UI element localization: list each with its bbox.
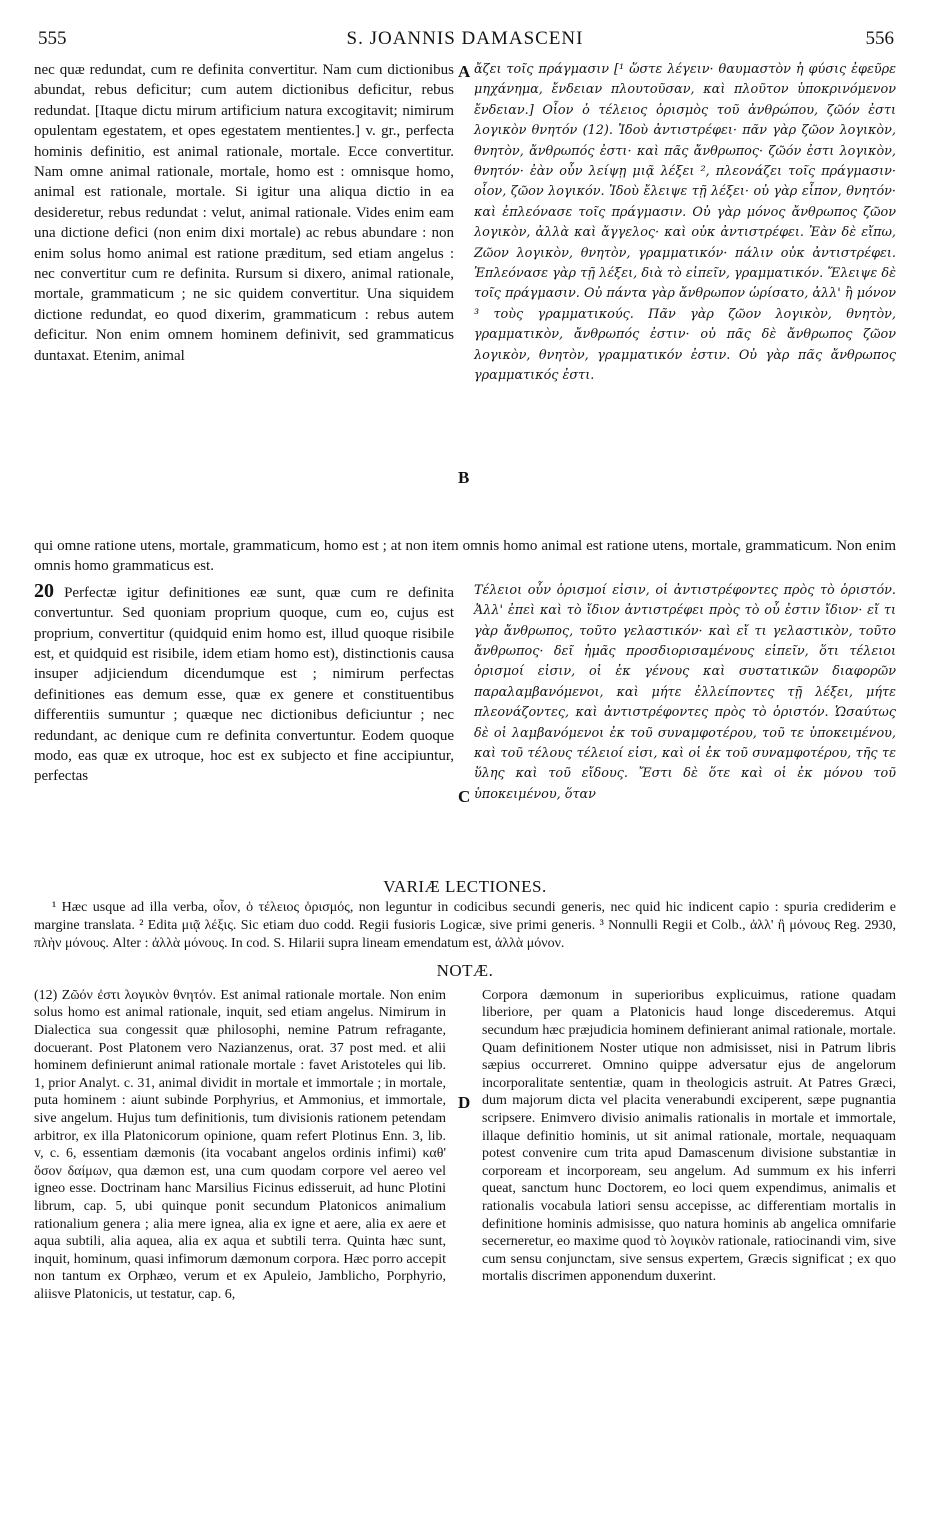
running-title: S. JOANNIS DAMASCENI [346, 28, 584, 49]
margin-marker-a: A [458, 62, 471, 81]
section-number: 20 [34, 579, 54, 602]
variae-lectiones-heading: VARIÆ LECTIONES. [383, 876, 547, 896]
document-page [34, 28, 896, 1518]
note-right-column: Corpora dæmonum in superioribus explicuimus, ratione quadam liberiore, per quam a Platonicis haud longe discederemus. Atqui secundum hæc præjudicia hominem definierant animal rationale, mortale. Quam definitionem Noster utique non admisisset, nisi in Patrum libris sæpius occurreret. Omnino quippe adversatur ejus de angelorum incorporalitate sententiæ, quam in theologicis astruit. At Patres Græci, dum majorum dicta vel placita venerabundi exciperent, sæpe pugnantia scripsere. Enimvero divisio animalis rationalis in mortale et immortale, illaque definitio hominis, ut sit animal rationale, mortale, nequaquam potest convenire cum trita apud Damascenum divisione substantiæ in corpoream et incorpoream, seu angelum. Ad summum ex his inferri queat, sanctum hunc Doctorem, eo loci quem expendimus, animalis et rationalis vocabula latiori sensu accepisse, ac differentiam mortalis in definitione hominis admisisse, quo natura hominis ab angelica omnifarie secerneretur, eo maxime quod τὸ λογικὸν rationale, ratiocinandi vim, sive cum sensu conjunctam, sive sensus expertem, Græcis significat ; ex quo mortalis discrimen apponendum duxerint. [482, 987, 896, 1285]
notae-heading: NOTÆ. [436, 960, 494, 980]
margin-marker-d: D [458, 1092, 471, 1112]
greek-column-1: ἄζει τοῖς πράγμασιν [¹ ὥστε λέγειν· θαυμαστὸν ἡ φύσις ἐφεῦρε μηχάνημα, ἔνδειαν πλουτοῦσαν, καὶ πλοῦτον ὑποκρινόμενον ἔνδειαν.] Οἷον ὁ τέλειος ὁρισμὸς τοῦ ἀνθρώπου, ζῶόν ἐστι λογικὸν θνητόν (12). Ἰδοὺ ἀντιστρέφει· πᾶν γὰρ ζῶον λογικὸν, θνητὸν, ἄνθρωπός ἐστι· καὶ πᾶς ἄνθρωπος· ζῶόν ἐστι λογικὸν, θνητόν· ἐὰν οὖν λείψῃ μιᾷ λέξει ², πλεονάζει τοῖς πράγμασιν· οἷον, ζῶον λογικόν. Ἰδοὺ ἔλειψε τῇ λέξει· οὐ γὰρ εἶπον, θνητόν· καὶ ἐπλεόνασε τοῖς πράγμασιν. Οὐ γὰρ μόνος ἄνθρωπος ζῶον λογικὸν, ἀλλὰ καὶ ἄγγελος· καὶ οὐκ ἀντιστρέφει. Ἐὰν δὲ εἴπω, Ζῶον λογικὸν, θνητὸν, γραμματικόν· πάλιν οὐκ ἀντιστρέφει. Ἐπλεόνασε γὰρ τῇ λέξει, διὰ τὸ εἰπεῖν, γραμματικόν. Ἔλειψε δὲ τοῖς πράγμασιν. Οὐ πάντα γὰρ ἄνθρωπον ὡρίσατο, ἀλλ' ἢ μόνον ³ τοὺς γραμματικούς. Πᾶν γὰρ ζῶον λογικὸν, θνητὸν, γραμματικὸν, ἄνθρωπός ἐστιν· οὐ πᾶς δὲ ἄνθρωπος ζῶον λογικὸν, θνητὸν, γραμματικόν ἐστιν. Οὐ γὰρ πᾶς ἄνθρωπος γραμματικός ἐστι. [474, 62, 896, 384]
page-number-right: 556 [865, 28, 894, 49]
parallel-text-block-2 [34, 581, 896, 869]
margin-marker-c: C [458, 786, 471, 806]
page-number-left: 555 [38, 28, 67, 49]
note-left-column: (12) Ζῶόν ἐστι λογικὸν θνητόν. Est animal rationale mortale. Non enim solus homo est animal rationale, inquit, sed etiam angelus. Nimirum in Dialectica sua congessit quæ philosophi, nemine Patrum refragante, docuerant. Post Platonem vero Nazianzenus, orat. 37 post med. et alii hominem definierunt animal rationale mortale : favet Aristoteles qui lib. 1, prior Analyt. c. 31, animal dividit in mortale et immortale ; in mortale, puta hominem : aiunt subinde Porphyrius, et Ammonius, et immortale, sive angelum. Hujus tum definitionis, tum divisionis rationem petendam arbitror, ex illa Platonicorum opinione, quam refert Plotinus Enn. 3, lib. v, c. 6, essentiam dæmonis (ita vocabant angelos ordinis infimi) καθ' ὅσον δαίμων, qua dæmon est, una cum quodam corpore vel aereo vel igneo esse. Doctrinam hanc Marsilius Ficinus edisseruit, ad hunc Plotini librum, cap. 5, ubi quinque ponit secundum Platonicos animalium rationalium genera ; alia mere ignea, alia ex igne et aere, alia ex aere et aqua subtili, alia aquea, alia ex aqua et subtili terra. Quinta hæc sunt, inquit, hominum, quasi infimorum dæmonum corpora. Hæc porro accepit non tantum ex Orphæo, verum et ex Apuleio, Jamblicho, Porphyrio, aliisve Platonicis, ut testatur, cap. 6, [34, 987, 446, 1302]
running-header [34, 28, 896, 54]
latin-column-1: nec quæ redundat, cum re definita convertitur. Nam cum dictionibus abundat, rebus deficitur; cum autem dictionibus deficitur, rebus redundat. [Itaque dictu mirum artificium natura excogitavit; nimirum opulentam egestatem, et opes egestatem mentientes.] v. gr., perfecta hominis definitio, est animal rationale, mortale. Ecce convertitur. Nam omne animal rationale, mortale, homo est : omnisque homo, animal est rationale, mortale. Si igitur una aliqua dictio in ea desideretur, rebus redundat : velut, animal rationale. Vides enim eam una dictione defici (non enim dixi mortale) ac rebus abundare : non enim solus homo animal est ratione præditum, sed etiam angelus : nec convertitur cum re definita. Rursum si dixero, animal rationale, mortale, grammaticum ; ne sic quidem convertitur. Una siquidem dictione redundat, eo quod dixerim, grammaticum : rebus autem deficitur. Non enim omnem hominem definivit, sed grammaticus duntaxat. Etenim, animal [34, 62, 454, 364]
notes-block [34, 987, 896, 1518]
greek-column-2: Τέλειοι οὖν ὁρισμοί εἰσιν, οἱ ἀντιστρέφοντες πρὸς τὸ ὁριστόν. Ἀλλ' ἐπεὶ καὶ τὸ ἴδιον ἀντιστρέφει πρὸς τὸ οὗ ἐστιν ἴδιον· εἴ τι γὰρ ἄνθρωπος, τοῦτο γελαστικόν· καὶ εἴ τι γελαστικὸν, τοῦτο ἄνθρωπος· δεῖ ἡμᾶς προσδιορισαμένους εἰπεῖν, ὅτι τέλειοι ὁρισμοί εἰσιν, οἱ ἐκ γένους καὶ συστατικῶν διαφορῶν παραλαμβανόμενοι, καὶ μήτε ἐλλείποντες τῇ λέξει, μήτε πλεονάζοντες, καὶ ἀντιστρέφοντες πρὸς τὸ ὁριστόν. Ὡσαύτως δὲ οἱ λαμβανόμενοι ἐκ τοῦ συναμφοτέρου, τοῦ τε ὑποκειμένου, καὶ τοῦ τέλους τέλειοί εἰσι, καὶ οἱ ἐκ τοῦ συναμφοτέρου, τῆς τε ὕλης καὶ τοῦ εἴδους. Ἔστι δὲ ὅτε καὶ οἱ ἐκ μόνου τοῦ ὑποκειμένου, ὅταν [474, 582, 896, 802]
margin-marker-b: B [458, 468, 470, 487]
latin-full-width-line: qui omne ratione utens, mortale, grammaticum, homo est ; at non item omnis homo animal est ratione utens, mortale, grammaticum. Non enim omnis homo grammaticus est. [34, 538, 896, 575]
parallel-text-block-1 [34, 54, 896, 536]
latin-paragraph-2: Perfectæ igitur definitiones eæ sunt, quæ cum re definita convertuntur. Sed quoniam proprium quoque, cum eo, cujus est proprium, convertitur (quidquid enim homo est, illud quoque risibile est, et quidquid est risibile, idem etiam homo est), distinctionis causa insuper adjiciendum dicendumque est ; nimirum perfectas definitiones eas demum esse, quæ ex genere et constituentibus differentiis sumuntur ; quæque nec dictionibus deficiuntur ; nec redundant, ac denique cum re definita convertuntur. Eodem quoque modo, eas quæ ex utroque, hoc est ex subjecto et fine accipiuntur, perfectas [34, 584, 454, 785]
variae-lectiones-text: ¹ Hæc usque ad illa verba, οἷον, ὁ τέλειος ὁρισμός, non leguntur in codicibus secundi generis, nec quid hic indicent capio : spuria crediderim e margine translata. ² Edita μιᾷ λέξις. Sic etiam duo codd. Regii fusioris Logicæ, sive primi generis. ³ Nonnulli Regii et Colb., ἀλλ' ἢ μόνους Reg. 2930, πλὴν μόνους. Alter : ἀλλὰ μόνους. In cod. S. Hilarii supra lineam emendatum est, ἀλλὰ μόνον. [34, 899, 896, 951]
latin-column-2 [34, 581, 454, 787]
